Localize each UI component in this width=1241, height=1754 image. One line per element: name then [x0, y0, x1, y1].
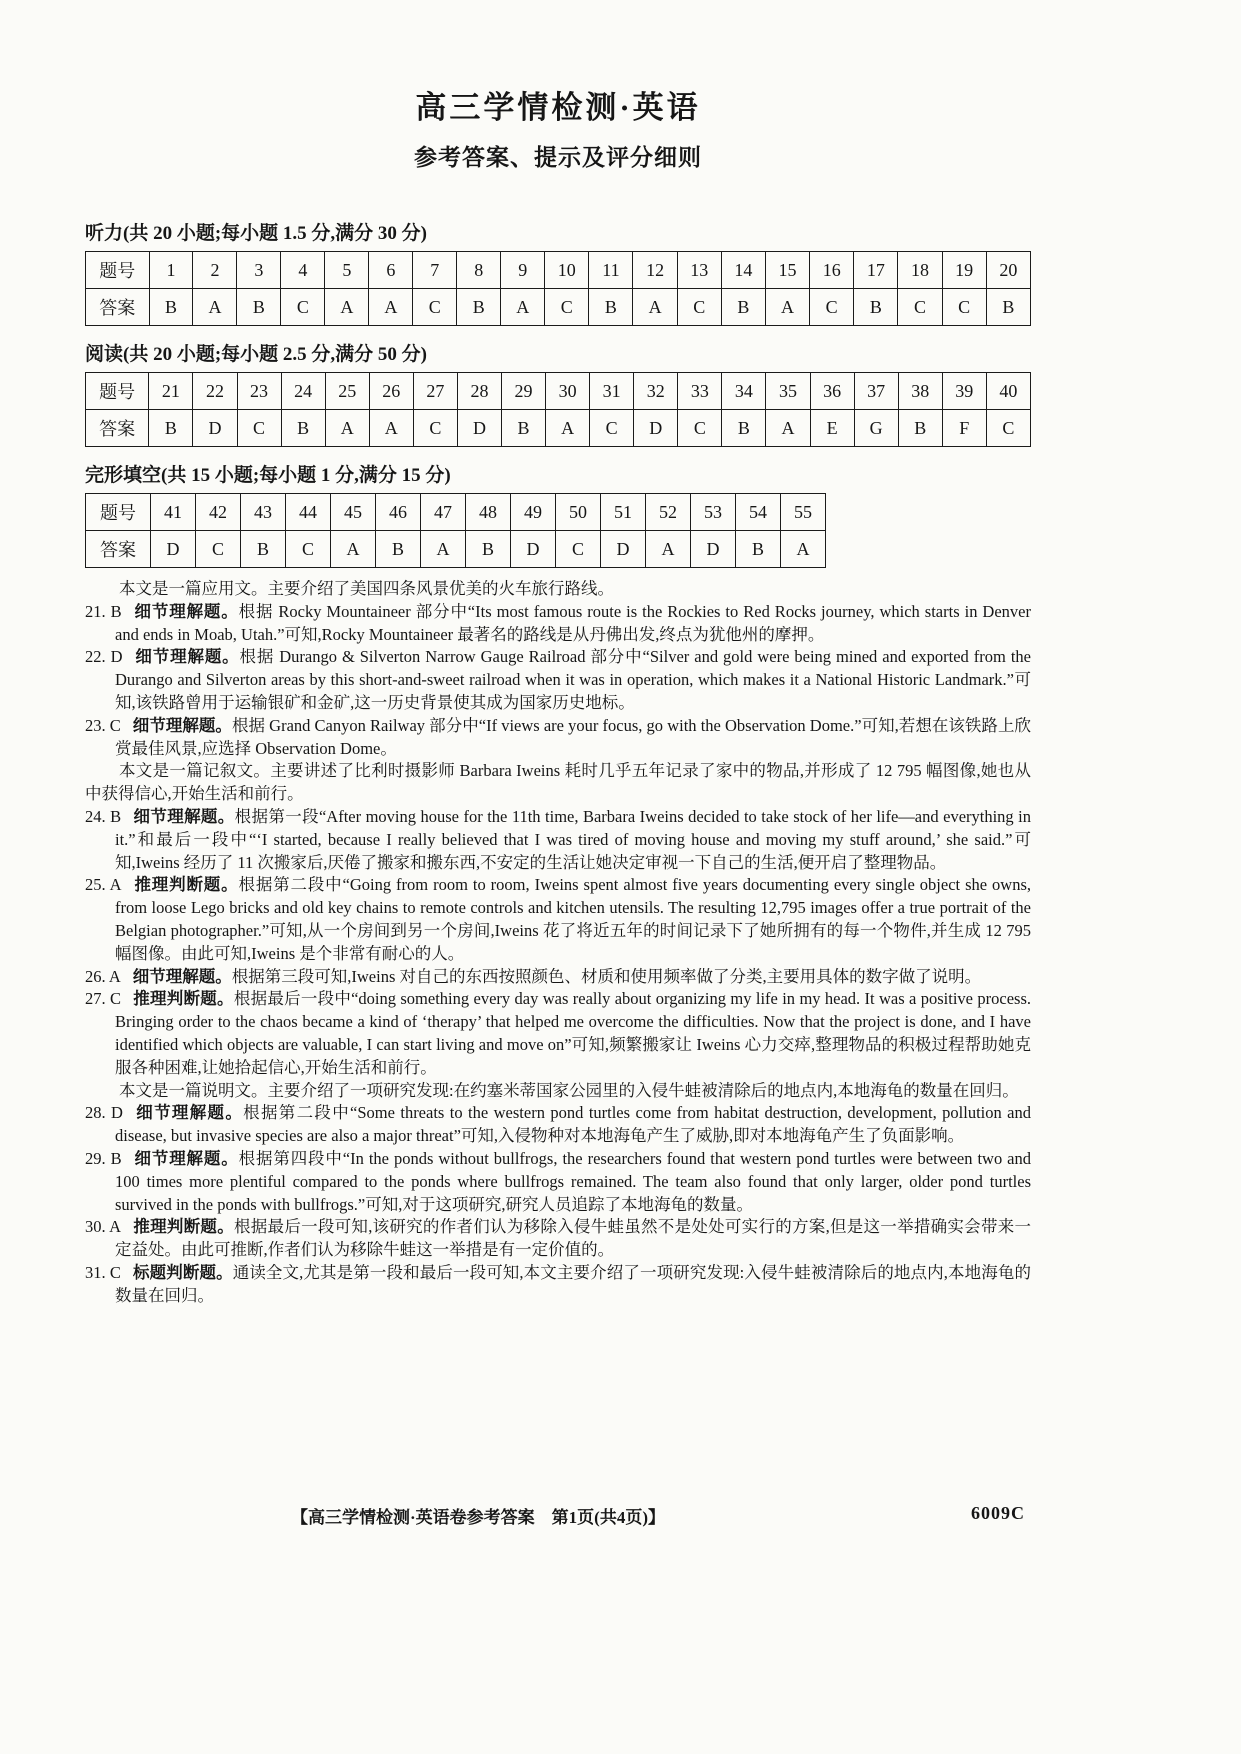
answer-cell: C — [545, 289, 589, 326]
explanation-paragraph — [85, 1216, 1031, 1262]
answer-cell: B — [736, 531, 781, 568]
explanation-paragraph — [85, 1262, 1031, 1308]
answer-cell: B — [898, 410, 942, 447]
answer-cell: D — [193, 410, 237, 447]
question-number-cell: 38 — [898, 373, 942, 410]
question-number-cell: 39 — [942, 373, 986, 410]
question-number-cell: 55 — [781, 494, 826, 531]
explanation-paragraph — [85, 988, 1031, 1079]
question-number-cell: 2 — [193, 252, 237, 289]
explanation-paragraph — [85, 1102, 1031, 1148]
answer-cell: B — [376, 531, 421, 568]
explanation-text: 根据第一段“After moving house for the 11th time, Barbara Iweins decided to take stock of her life—and everything in it.”和最后一段中“‘I started, because I really believed that I was tired of moving house and moving my stuff around,’ she said.”可知,Iweins 经历了 11 次搬家后,厌倦了搬家和搬东西,不安定的生活让她决定审视一下自己的生活,便开启了整理物品。 — [115, 806, 1031, 872]
question-number-cell: 37 — [854, 373, 898, 410]
question-number-cell: 47 — [421, 494, 466, 531]
answer-cell: C — [286, 531, 331, 568]
answer-cell: E — [810, 410, 854, 447]
question-number-cell: 13 — [677, 252, 721, 289]
question-number-cell: 23 — [237, 373, 281, 410]
question-number-cell: 44 — [286, 494, 331, 531]
question-number: 22. D — [85, 647, 123, 667]
question-type-label: 推理判断题。 — [133, 989, 234, 1009]
answer-cell: C — [810, 289, 854, 326]
question-type-label: 细节理解题。 — [133, 806, 235, 826]
question-number-cell: 22 — [193, 373, 237, 410]
answer-cell: A — [646, 531, 691, 568]
explanation-text: 根据第二段中“Some threats to the western pond turtles come from habitat destruction, development, pollution and disease, but invasive species are also a major threat”可知,入侵物种对本地海龟产生了威胁,即对本地海龟产生了负面影响。 — [115, 1103, 1031, 1146]
explanation-paragraph — [85, 646, 1031, 714]
explanation-paragraph — [85, 578, 1031, 601]
listening-section-heading: 听力(共 20 小题;每小题 1.5 分,满分 30 分) — [85, 223, 427, 244]
explanation-text: 根据 Durango & Silverton Narrow Gauge Railroad 部分中“Silver and gold were being mined and exported from the Durango and Silverton areas by this short-and-sweet railroad when it was in operation, which makes it a National Historic Landmark.”可知,该铁路曾用于运输银矿和金矿,这一历史背景使其成为国家历史地标。 — [115, 647, 1031, 712]
answer-cell: A — [633, 289, 677, 326]
question-number-cell: 28 — [457, 373, 501, 410]
explanation-text: 本文是一篇记叙文。主要讲述了比利时摄影师 Barbara Iweins 耗时几乎五年记录了家中的物品,并形成了 12 795 幅图像,她也从中获得信心,开始生活和前行。 — [85, 761, 1031, 804]
question-number-cell: 10 — [545, 252, 589, 289]
explanation-text: 通读全文,尤其是第一段和最后一段可知,本文主要介绍了一项研究发现:入侵牛蛙被清除后的地点内,本地海龟的数量在回归。 — [115, 1262, 1031, 1305]
answer-cell: D — [634, 410, 678, 447]
answer-cell: B — [854, 289, 898, 326]
row-label-answer: 答案 — [86, 410, 149, 447]
answer-cell: B — [466, 531, 511, 568]
question-type-label: 标题判断题。 — [132, 1262, 233, 1282]
question-number-cell: 17 — [854, 252, 898, 289]
question-number-cell: 32 — [634, 373, 678, 410]
explanation-text: 本文是一篇说明文。主要介绍了一项研究发现:在约塞米蒂国家公园里的入侵牛蛙被清除后的地点内,本地海龟的数量在回归。 — [119, 1080, 1019, 1100]
answer-cell: D — [457, 410, 501, 447]
answer-cell: D — [511, 531, 556, 568]
explanation-text: 根据第二段中“Going from room to room, Iweins spent almost five years documenting every single object she owns, from loose Lego bricks and old key chains to remote controls and kitchen utensils. The resulting 12,795 images offer a true portrait of the Belgian photographer.”可知,从一个房间到另一个房间,Iweins 花了将近五年的时间记录下了她所拥有的每一个物件,并生成 12 795 幅图像。由此可知,Iweins 是个非常有耐心的人。 — [115, 875, 1031, 963]
question-type-label: 细节理解题。 — [134, 647, 240, 667]
question-number-cell: 31 — [590, 373, 634, 410]
question-number-cell: 14 — [721, 252, 765, 289]
answer-cell: C — [281, 289, 325, 326]
answer-cell: C — [590, 410, 634, 447]
question-type-label: 推理判断题。 — [133, 1217, 234, 1237]
question-number-cell: 26 — [369, 373, 413, 410]
answer-cell: C — [237, 410, 281, 447]
question-number: 31. C — [85, 1262, 121, 1282]
question-number-cell: 25 — [325, 373, 369, 410]
row-label-answer: 答案 — [86, 289, 150, 326]
answer-cell: A — [765, 289, 809, 326]
answer-cell: A — [421, 531, 466, 568]
question-number-cell: 5 — [325, 252, 369, 289]
question-number-cell: 1 — [149, 252, 193, 289]
answer-cell: C — [413, 289, 457, 326]
question-number-cell: 15 — [765, 252, 809, 289]
question-number-cell: 7 — [413, 252, 457, 289]
answer-cell: A — [781, 531, 826, 568]
answer-cell: D — [601, 531, 646, 568]
row-label-answer: 答案 — [86, 531, 151, 568]
answer-cell: C — [678, 410, 722, 447]
answer-cell: A — [369, 289, 413, 326]
row-label-number: 题号 — [86, 373, 149, 410]
question-number-cell: 24 — [281, 373, 325, 410]
answer-cell: B — [457, 289, 501, 326]
explanation-text: 根据第四段中“In the ponds without bullfrogs, the researchers found that western pond turtles were between two and 100 times more plentiful compared to the ponds where bullfrogs remained. The team also found that only larger, older pond turtles survived in the ponds with bullfrogs.”可知,对于这项研究,研究人员追踪了本地海龟的数量。 — [115, 1148, 1031, 1214]
question-number-cell: 35 — [766, 373, 810, 410]
question-number-cell: 33 — [678, 373, 722, 410]
question-number: 25. A — [85, 875, 122, 895]
answer-cell: B — [722, 410, 766, 447]
question-number-cell: 30 — [546, 373, 590, 410]
question-number-cell: 45 — [331, 494, 376, 531]
question-number: 28. D — [85, 1103, 123, 1123]
question-number-cell: 27 — [413, 373, 457, 410]
question-number: 27. C — [85, 989, 122, 1009]
explanation-paragraph — [85, 760, 1031, 806]
answer-cell: B — [589, 289, 633, 326]
paper-code: 6009C — [971, 1503, 1025, 1523]
question-number: 29. B — [85, 1148, 122, 1168]
question-number-cell: 19 — [942, 252, 986, 289]
reading-section-heading: 阅读(共 20 小题;每小题 2.5 分,满分 50 分) — [85, 344, 427, 365]
question-number-cell: 3 — [237, 252, 281, 289]
document-page — [85, 0, 1031, 1514]
question-number-cell: 6 — [369, 252, 413, 289]
question-number-cell: 43 — [241, 494, 286, 531]
question-number-cell: 42 — [196, 494, 241, 531]
answer-cell: C — [196, 531, 241, 568]
explanation-paragraph — [85, 1148, 1031, 1216]
explanation-paragraph — [85, 806, 1031, 874]
question-number-cell: 29 — [501, 373, 545, 410]
explanation-paragraph — [85, 601, 1031, 647]
question-number-row — [86, 252, 1031, 289]
explanation-paragraph — [85, 715, 1031, 761]
question-type-label: 细节理解题。 — [132, 966, 232, 986]
answer-row — [86, 410, 1031, 447]
question-number-cell: 53 — [691, 494, 736, 531]
answer-cell: C — [556, 531, 601, 568]
question-type-label: 细节理解题。 — [133, 601, 239, 621]
question-number-cell: 11 — [589, 252, 633, 289]
answer-cell: B — [149, 410, 193, 447]
explanation-paragraph — [85, 966, 1031, 989]
answer-row — [86, 531, 826, 568]
footer-title: 【高三学情检测·英语卷参考答案 第1页(共4页)】 — [291, 1508, 665, 1527]
question-number: 30. A — [85, 1217, 122, 1237]
answer-cell: A — [766, 410, 810, 447]
explanation-text: 根据第三段可知,Iweins 对自己的东西按照颜色、材质和使用频率做了分类,主要用具体的数字做了说明。 — [231, 966, 982, 986]
answer-cell: B — [986, 289, 1030, 326]
page-footer — [85, 1503, 1031, 1528]
question-number: 23. C — [85, 715, 121, 735]
question-number-cell: 16 — [810, 252, 854, 289]
question-type-label: 细节理解题。 — [134, 1103, 244, 1123]
question-number-cell: 54 — [736, 494, 781, 531]
question-number-cell: 48 — [466, 494, 511, 531]
question-number-cell: 18 — [898, 252, 942, 289]
row-label-number: 题号 — [86, 252, 150, 289]
cloze-section-heading: 完形填空(共 15 小题;每小题 1 分,满分 15 分) — [85, 465, 451, 486]
row-label-number: 题号 — [86, 494, 151, 531]
question-type-label: 细节理解题。 — [132, 715, 232, 735]
cloze-answer-table — [85, 493, 826, 568]
question-number-cell: 21 — [149, 373, 193, 410]
explanation-paragraph — [85, 874, 1031, 965]
question-number: 26. A — [85, 966, 121, 986]
reading-answer-table — [85, 372, 1031, 447]
answer-cell: D — [691, 531, 736, 568]
question-type-label: 推理判断题。 — [133, 875, 239, 895]
page-subtitle: 参考答案、提示及评分细则 — [414, 145, 702, 170]
explanation-text: 根据最后一段中“doing something every day was really about organizing my life in my head. It was a positive process. Bringing order to the chaos became a kind of ‘therapy’ that helped me overcome the difficulties. Now that the project is done, and I have identified which objects are valuable, I can start living and move on”可知,频繁搬家让 Iweins 心力交瘁,整理物品的积极过程帮助她克服各种困难,让她拾起信心,开始生活和前行。 — [115, 989, 1031, 1077]
answer-cell: B — [721, 289, 765, 326]
question-number-cell: 8 — [457, 252, 501, 289]
answer-cell: C — [677, 289, 721, 326]
question-number-cell: 52 — [646, 494, 691, 531]
question-number-cell: 50 — [556, 494, 601, 531]
answer-cell: B — [241, 531, 286, 568]
question-number-cell: 9 — [501, 252, 545, 289]
question-number-cell: 46 — [376, 494, 421, 531]
answer-cell: C — [413, 410, 457, 447]
answer-cell: A — [546, 410, 590, 447]
explanation-text: 根据最后一段可知,该研究的作者们认为移除入侵牛蛙虽然不是处处可实行的方案,但是这一举措确实会带来一定益处。由此可推断,作者们认为移除牛蛙这一举措是有一定价值的。 — [115, 1217, 1031, 1260]
explanation-text: 本文是一篇应用文。主要介绍了美国四条风景优美的火车旅行路线。 — [119, 579, 614, 598]
question-type-label: 细节理解题。 — [133, 1148, 239, 1168]
answer-cell: D — [151, 531, 196, 568]
answer-cell: B — [281, 410, 325, 447]
question-number: 21. B — [85, 601, 122, 621]
question-number-cell: 36 — [810, 373, 854, 410]
explanation-paragraph — [85, 1080, 1031, 1103]
answer-cell: A — [325, 410, 369, 447]
explanation-text: 根据 Rocky Mountaineer 部分中“Its most famous route is the Rockies to Red Rocks journey, which starts in Denver and ends in Moab, Utah.”可知,Rocky Mountaineer 最著名的路线是从丹佛出发,终点为犹他州的摩押。 — [115, 601, 1031, 644]
answer-cell: B — [501, 410, 545, 447]
question-number-cell: 20 — [986, 252, 1030, 289]
answer-cell: A — [331, 531, 376, 568]
question-number-cell: 49 — [511, 494, 556, 531]
answer-cell: G — [854, 410, 898, 447]
question-number-cell: 34 — [722, 373, 766, 410]
question-number-row — [86, 373, 1031, 410]
question-number-cell: 40 — [986, 373, 1030, 410]
question-number-cell: 51 — [601, 494, 646, 531]
answer-cell: A — [501, 289, 545, 326]
answer-cell: C — [942, 289, 986, 326]
explanations-block — [85, 578, 1031, 1514]
question-number-cell: 12 — [633, 252, 677, 289]
answer-cell: C — [898, 289, 942, 326]
question-number-row — [86, 494, 826, 531]
answer-cell: A — [369, 410, 413, 447]
answer-cell: C — [986, 410, 1030, 447]
question-number-cell: 41 — [151, 494, 196, 531]
answer-cell: A — [193, 289, 237, 326]
answer-cell: B — [149, 289, 193, 326]
answer-cell: F — [942, 410, 986, 447]
explanation-text: 根据 Grand Canyon Railway 部分中“If views are your focus, go with the Observation Dome.”可知,若想在该铁路上欣赏最佳风景,应选择 Observation Dome。 — [115, 715, 1031, 758]
page-title: 高三学情检测·英语 — [415, 90, 701, 125]
answer-cell: A — [325, 289, 369, 326]
answer-row — [86, 289, 1031, 326]
question-number: 24. B — [85, 806, 122, 826]
question-number-cell: 4 — [281, 252, 325, 289]
listening-answer-table — [85, 251, 1031, 326]
answer-cell: B — [237, 289, 281, 326]
